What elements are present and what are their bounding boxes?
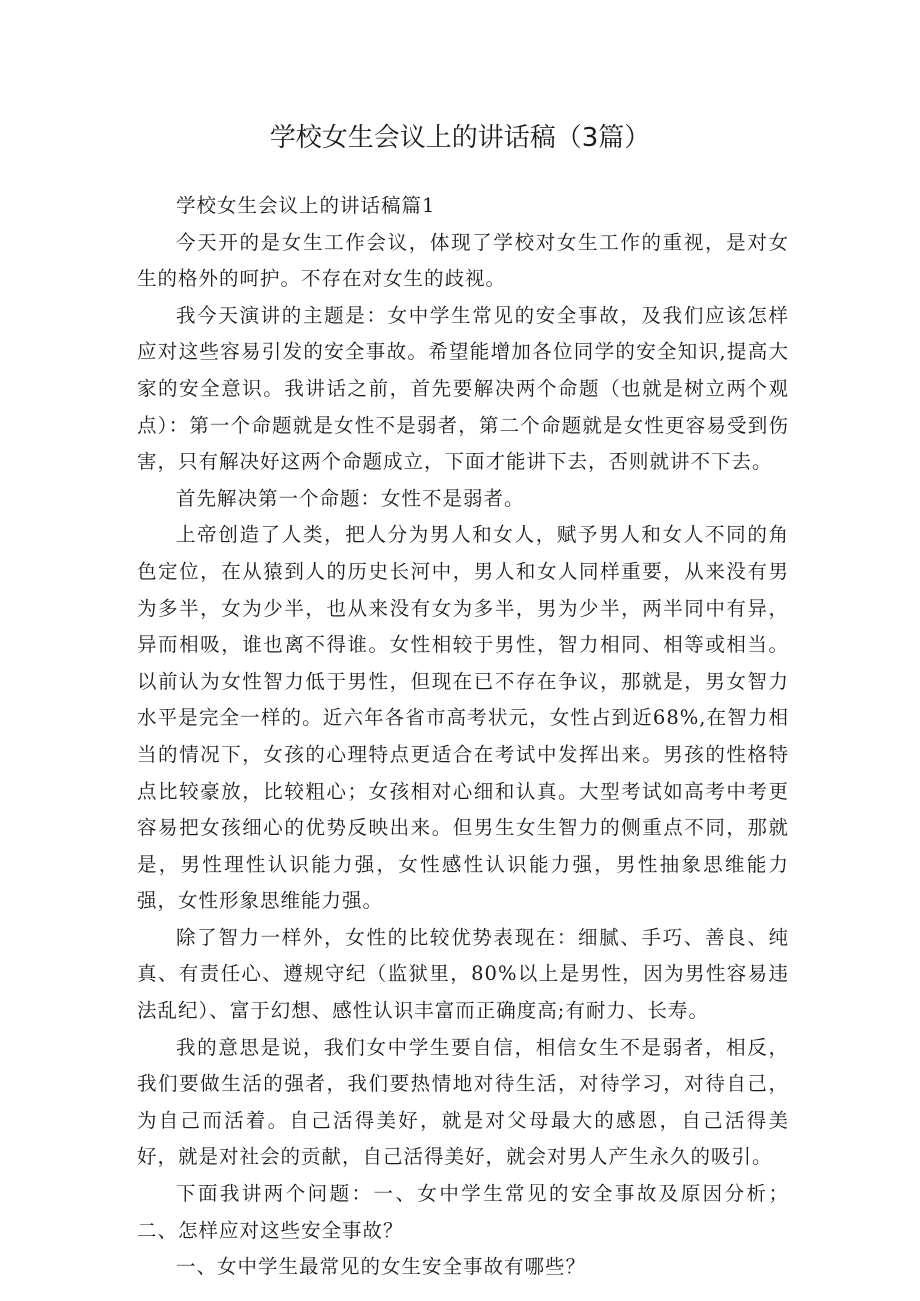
body-paragraph: 今天开的是女生工作会议，体现了学校对女生工作的重视，是对女生的格外的呵护。不存在对女生的歧视。 <box>137 230 789 291</box>
body-paragraph: 我今天演讲的主题是：女中学生常见的安全事故，及我们应该怎样应对这些容易引发的安全事故。希望能增加各位同学的安全知识,提高大家的安全意识。我讲话之前，首先要解决两个命题（也就是树立两个观点）：第一个命题就是女性不是弱者，第二个命题就是女性更容易受到伤害，只有解决好这两个命题成立，下面才能讲下去，否则就讲不下去。 <box>137 303 789 474</box>
document-title: 学校女生会议上的讲话稿（3篇） <box>269 123 651 153</box>
body-paragraph: 首先解决第一个命题：女性不是弱者。 <box>176 486 525 510</box>
body-paragraph: 我的意思是说，我们女中学生要自信，相信女生不是弱者，相反，我们要做生活的强者，我们要热情地对待生活，对待学习，对待自己，为自己而活着。自己活得美好，就是对父母最大的感恩，自己活得美好，就是对社会的贡献，自己活得美好，就会对男人产生永久的吸引。 <box>137 1035 789 1169</box>
document-body <box>137 188 789 1286</box>
body-paragraph: 除了智力一样外，女性的比较优势表现在：细腻、手巧、善良、纯真、有责任心、遵规守纪（监狱里，80%以上是男性，因为男性容易违法乱纪）、富于幻想、感性认识丰富而正确度高;有耐力、长寿。 <box>137 925 789 1023</box>
body-paragraph: 上帝创造了人类，把人分为男人和女人，赋予男人和女人不同的角色定位，在从猿到人的历史长河中，男人和女人同样重要，从来没有男为多半，女为少半，也从来没有女为多半，男为少半，两半同中有异，异而相吸，谁也离不得谁。女性相较于男性，智力相同、相等或相当。以前认为女性智力低于男性，但现在已不存在争议，那就是，男女智力水平是完全一样的。近六年各省市高考状元，女性占到近68%,在智力相当的情况下，女孩的心理特点更适合在考试中发挥出来。男孩的性格特点比较豪放，比较粗心；女孩相对心细和认真。大型考试如高考中考更容易把女孩细心的优势反映出来。但男生女生智力的侧重点不同，那就是，男性理性认识能力强，女性感性认识能力强，男性抽象思维能力强，女性形象思维能力强。 <box>137 523 789 913</box>
section-heading: 学校女生会议上的讲话稿篇1 <box>176 194 436 217</box>
body-paragraph: 下面我讲两个问题：一、女中学生常见的安全事故及原因分析；二、怎样应对这些安全事故？ <box>137 1182 789 1242</box>
body-paragraph: 一、女中学生最常见的女生安全事故有哪些？ <box>176 1255 587 1279</box>
